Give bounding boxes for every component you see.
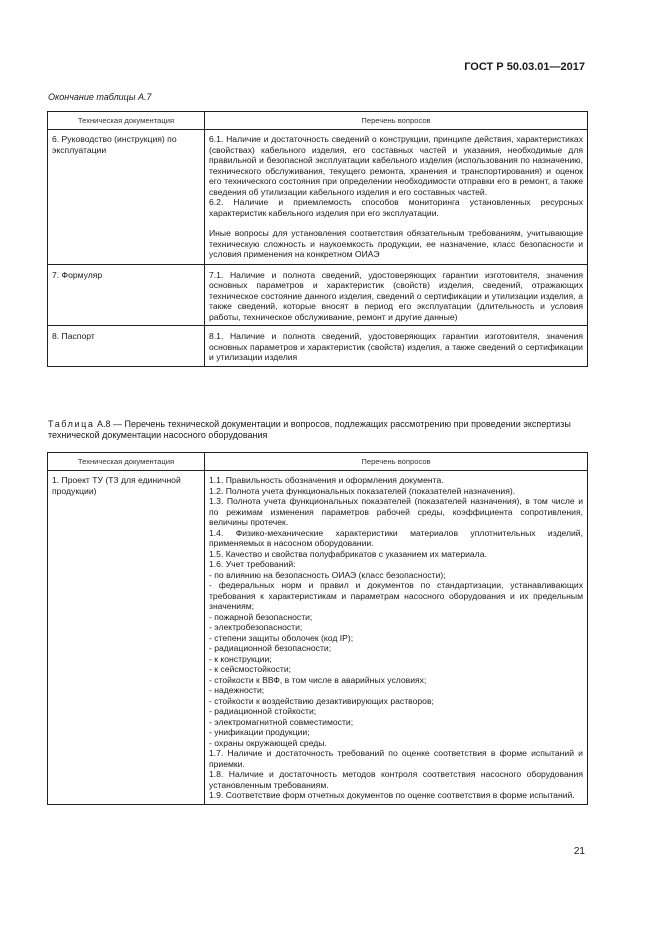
question-item: 1.5. Качество и свойства полуфабрикатов с указанием их материала. (209, 548, 487, 559)
question-item: - федеральных норм и правил и документов по стандартизации, устанавливающих требования к характеристикам и параметрам насосного оборудования и их предельным значениям; (209, 580, 583, 611)
questions-cell (205, 130, 588, 265)
table-a7-caption: Окончание таблицы А.7 (48, 92, 152, 102)
document-code: ГОСТ Р 50.03.01—2017 (464, 61, 585, 73)
question-item: - радиационной безопасности; (209, 643, 332, 653)
column-header-documentation: Техническая документация (48, 112, 205, 130)
question-item: 1.1. Правильность обозначения и оформления документа. (209, 475, 444, 485)
question-item: 1.6. Учет требований: (209, 559, 296, 569)
question-item: 6.2. Наличие и приемлемость способов мониторинга установленных ресурсных характеристик кабельного изделия при его эксплуатации. (209, 197, 583, 218)
question-item: - электромагнитной совместимости; (209, 716, 354, 727)
questions-cell (205, 264, 588, 326)
question-item: Иные вопросы для установления соответствия обязательным требованиям, учитывающие техническую сложность и наукоемкость продукции, ее назначение, класс безопасности и условия применения на конкретном ОИАЭ (209, 228, 583, 259)
table-row (48, 471, 588, 805)
column-header-documentation: Техническая документация (48, 453, 205, 471)
questions-cell (205, 326, 588, 367)
table-row (48, 264, 588, 326)
table-row (48, 130, 588, 265)
question-item: - электробезопасности; (209, 622, 303, 632)
page-number: 21 (573, 846, 585, 857)
table-header-row (48, 112, 588, 130)
question-item: 1.7. Наличие и достаточность требований по оценке соответствия в форме испытаний и приемки. (209, 748, 583, 769)
question-item: - стойкости к ВВФ, в том числе в аварийных условиях; (209, 674, 427, 685)
question-item: - по влиянию на безопасность ОИАЭ (класс безопасности); (209, 569, 446, 580)
doc-cell: 1. Проект ТУ (ТЗ для единичной продукции) (48, 471, 205, 805)
question-item: - к сейсмостойкости; (209, 664, 292, 674)
question-item: - к конструкции; (209, 653, 272, 664)
question-item: - стойкости к воздействию дезактивирующих растворов; (209, 695, 434, 706)
question-item: - охраны окружающей среды. (209, 737, 327, 748)
question-item: 1.2. Полнота учета функциональных показателей (показателей назначения). (209, 485, 516, 496)
doc-cell: 8. Паспорт (48, 326, 205, 367)
doc-cell: 7. Формуляр (48, 264, 205, 326)
question-item: - пожарной безопасности; (209, 611, 313, 622)
question-item: - радиационной стойкости; (209, 706, 317, 716)
question-item: 8.1. Наличие и полнота сведений, удостоверяющих гарантии изготовителя, значения основных параметров и характеристик (свойств) изделия, а также сведений о сертификации и утилизации изделия (209, 331, 583, 362)
column-header-questions: Перечень вопросов (205, 112, 588, 130)
question-item: 7.1. Наличие и полнота сведений, удостоверяющих гарантии изготовителя, значения основных параметров и характеристик (свойств) изделия, сведений, отражающих техническое состояние данного изделия, сведений о сертификации и утилизации изделия, а также сведений, которые вносят в период его эксплуатации (длительность и условия работы, техническое обслуживание, ремонт и другие данные) (209, 269, 583, 322)
table-a8 (47, 452, 588, 805)
column-header-questions: Перечень вопросов (205, 453, 588, 471)
question-item: - степени защиты оболочек (код IP); (209, 632, 354, 643)
table-row (48, 326, 588, 367)
table-a8-caption-text: А.8 — Перечень технической документации и вопросов, подлежащих рассмотрению при проведении экспертизы технической документации насосного оборудования (48, 419, 571, 440)
table-header-row (48, 453, 588, 471)
question-item: 1.4. Физико-механические характеристики материалов уплотнительных изделий, применяемых в насосном оборудовании. (209, 527, 583, 548)
question-item: 6.1. Наличие и достаточность сведений о конструкции, принципе действия, характеристиках (свойствах) кабельного изделия, его составных частей и указания, необходимые для правильной и безопасной эксплуатации кабельного изделия (использования по назначению, технического обслуживания, текущего ремонта, хранения и транспортирования) и оценок его технического состояния при определении необходимости отправки его в ремонт, а также сведения об утилизации кабельного изделия и его составных частей. (209, 134, 583, 197)
question-item: - унификации продукции; (209, 727, 310, 737)
question-item: - надежности; (209, 685, 265, 695)
table-a8-caption (48, 419, 588, 441)
questions-cell (205, 471, 588, 805)
question-item: 1.3. Полнота учета функциональных показателей (показателей назначения), в том числе и по режимам изменения параметров рабочей среды, коэффициента сопротивления, величины протечек. (209, 496, 583, 527)
table-a7 (47, 111, 588, 367)
table-a8-caption-label: Таблица (48, 419, 95, 429)
question-item: 1.9. Соответствие форм отчетных документов по оценке соответствия в форме испытаний. (209, 790, 575, 800)
question-item: 1.8. Наличие и достаточность методов контроля соответствия насосного оборудования установленным требованиям. (209, 769, 583, 790)
doc-cell: 6. Руководство (инструкция) по эксплуатации (48, 130, 205, 265)
